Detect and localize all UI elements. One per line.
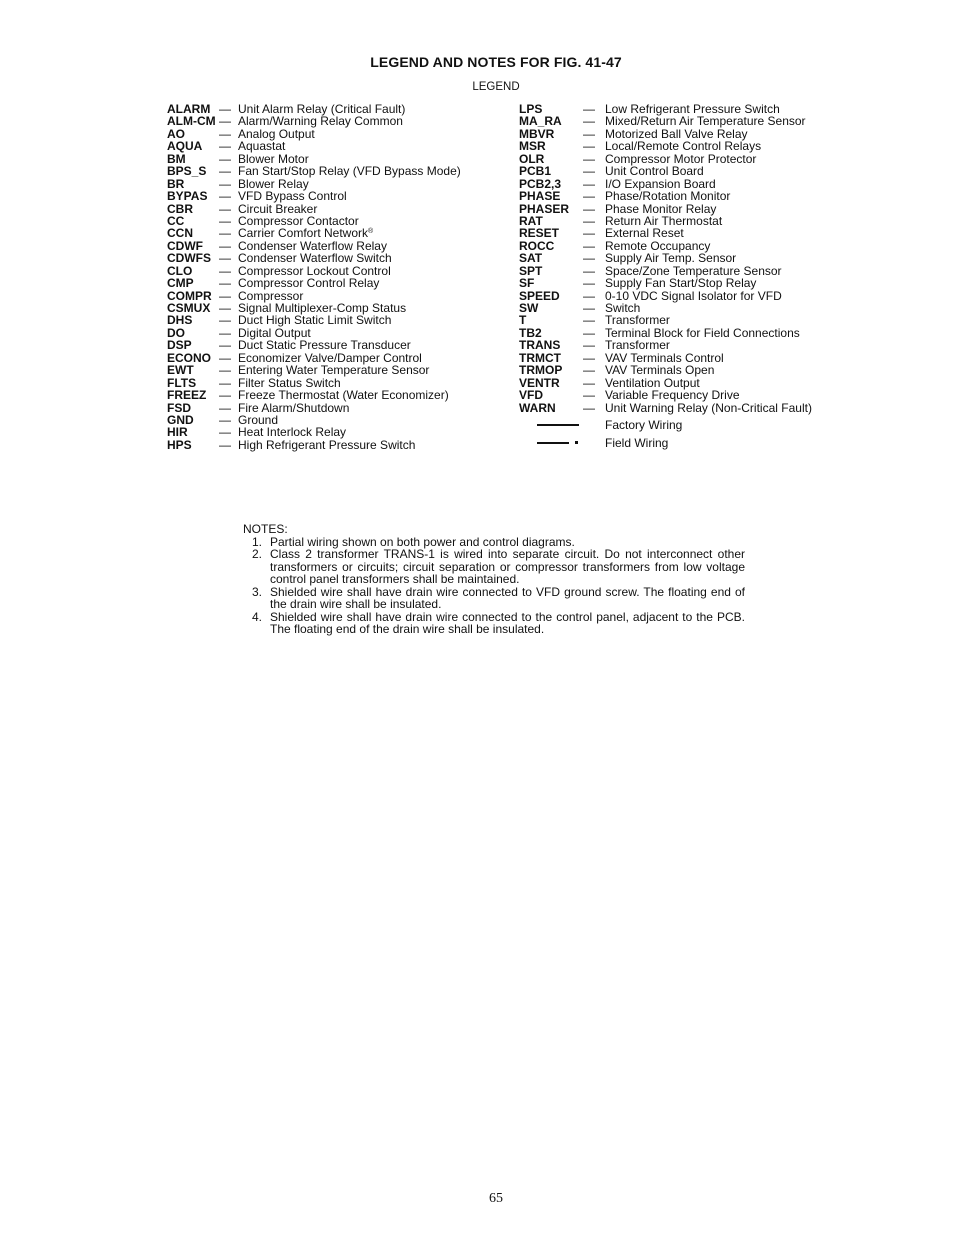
legend-abbr: FLTS: [167, 375, 197, 390]
legend-dash: —: [583, 114, 595, 129]
legend-abbr: FSD: [167, 400, 191, 415]
legend-dash: —: [219, 238, 231, 253]
legend-abbr: ALM-CM: [167, 114, 216, 129]
legend-dash: —: [219, 400, 231, 415]
field-wiring-label: Field Wiring: [605, 436, 669, 450]
legend-abbr: VENTR: [519, 375, 560, 390]
legend-desc: VAV Terminals Open: [605, 363, 715, 378]
legend-desc: High Refrigerant Pressure Switch: [238, 437, 416, 452]
legend-dash: —: [219, 213, 231, 228]
legend-desc: VFD Bypass Control: [238, 189, 347, 204]
legend-desc: Remote Occupancy: [605, 238, 711, 253]
notes-section: [243, 523, 745, 636]
legend-dash: —: [583, 139, 595, 154]
legend-abbr: HIR: [167, 425, 188, 440]
legend-abbr: CBR: [167, 201, 193, 216]
legend-desc: Circuit Breaker: [238, 201, 318, 216]
legend-abbr: SW: [519, 301, 539, 315]
legend-abbr: BYPAS: [167, 189, 208, 204]
legend-desc: I/O Expansion Board: [605, 176, 716, 191]
legend-dash: —: [219, 139, 231, 154]
legend-abbr: PHASE: [519, 189, 561, 204]
legend-abbr: MA_RA: [519, 114, 562, 129]
legend-desc: Motorized Ball Valve Relay: [605, 126, 748, 141]
legend-dash: —: [583, 251, 595, 266]
legend-abbr: CC: [167, 213, 185, 228]
legend-abbr: WARN: [519, 400, 556, 415]
legend-abbr: BM: [167, 151, 186, 166]
legend-desc: Unit Alarm Relay (Critical Fault): [238, 102, 406, 116]
legend-desc: Economizer Valve/Damper Control: [238, 350, 422, 365]
legend-dash: —: [219, 164, 231, 179]
legend-dash: —: [583, 213, 595, 228]
legend-abbr: VFD: [519, 388, 543, 403]
legend-abbr: EWT: [167, 363, 194, 378]
legend-dash: —: [583, 375, 595, 390]
legend-abbr: MSR: [519, 139, 546, 154]
legend-dash: —: [583, 313, 595, 328]
legend-dash: —: [583, 301, 595, 315]
field-wiring-end-icon: [575, 441, 578, 444]
note-number: 1.: [252, 534, 263, 549]
legend-desc: Transformer: [605, 338, 670, 353]
legend-abbr: ROCC: [519, 238, 555, 253]
legend-abbr: RESET: [519, 226, 560, 241]
notes-heading: NOTES:: [243, 522, 288, 536]
note-item: [243, 586, 745, 611]
legend-abbr: CLO: [167, 263, 193, 278]
note-text: Partial wiring shown on both power and control diagrams.: [270, 534, 575, 549]
legend-desc: Condenser Waterflow Relay: [238, 238, 387, 253]
legend-dash: —: [219, 375, 231, 390]
factory-wiring-line-icon: [537, 424, 579, 426]
legend-dash: —: [583, 400, 595, 415]
legend-desc: Phase Monitor Relay: [605, 201, 717, 216]
legend-dash: —: [219, 114, 231, 129]
note-number: 4.: [252, 609, 263, 624]
legend-abbr: T: [519, 313, 527, 328]
legend-abbr: LPS: [519, 102, 543, 116]
legend-desc: Fan Start/Stop Relay (VFD Bypass Mode): [238, 164, 461, 179]
legend-dash: —: [583, 189, 595, 204]
note-text: Shielded wire shall have drain wire connected to the control panel, adjacent to the PCB. The floating end of the drain wire shall be insulated.: [270, 609, 745, 636]
legend-abbr: MBVR: [519, 126, 555, 141]
legend-heading: LEGEND: [472, 81, 520, 93]
legend-desc: External Reset: [605, 226, 684, 241]
legend-desc: Aquastat: [238, 139, 286, 154]
note-item: [243, 548, 745, 586]
legend-abbr: RAT: [519, 213, 543, 228]
legend-desc: Compressor Control Relay: [238, 276, 380, 291]
legend-abbr: BR: [167, 176, 185, 191]
legend-desc: Return Air Thermostat: [605, 213, 723, 228]
legend-abbr: AQUA: [167, 139, 203, 154]
legend-dash: —: [583, 363, 595, 378]
legend-desc-text: Carrier Comfort Network: [238, 226, 369, 241]
legend-dash: —: [219, 226, 231, 241]
note-text: Shielded wire shall have drain wire connected to VFD ground screw. The floating end of the drain wire shall be insulated.: [270, 584, 745, 611]
legend-desc: Mixed/Return Air Temperature Sensor: [605, 114, 806, 129]
legend-desc: Entering Water Temperature Sensor: [238, 363, 430, 378]
legend-abbr: COMPR: [167, 288, 212, 303]
legend-abbr: SAT: [519, 251, 543, 266]
factory-wiring-label: Factory Wiring: [605, 418, 683, 432]
legend-dash: —: [583, 288, 595, 303]
legend-dash: —: [219, 276, 231, 291]
legend-desc: Transformer: [605, 313, 670, 328]
note-text: Class 2 transformer TRANS-1 is wired into separate circuit. Do not interconnect other transformers or circuits; circuit separation or compressor transformers from low voltage control panel transformers shall be maintained.: [270, 547, 745, 586]
legend-dash: —: [219, 201, 231, 216]
legend-abbr: TRMOP: [519, 363, 563, 378]
legend-abbr: CMP: [167, 276, 194, 291]
legend-dash: —: [219, 176, 231, 191]
legend-abbr: ECONO: [167, 350, 212, 365]
legend-dash: —: [583, 238, 595, 253]
legend-abbr: PCB2,3: [519, 176, 562, 191]
legend-desc: Heat Interlock Relay: [238, 425, 347, 440]
legend-abbr: TRANS: [519, 338, 561, 353]
legend-desc: Supply Air Temp. Sensor: [605, 251, 737, 266]
legend-abbr: CDWF: [167, 238, 203, 253]
legend-dash: —: [219, 288, 231, 303]
legend-desc: Blower Relay: [238, 176, 309, 191]
legend-dash: —: [219, 102, 231, 116]
legend-desc: Ground: [238, 412, 279, 427]
legend-dash: —: [219, 189, 231, 204]
legend-desc: Variable Frequency Drive: [605, 388, 740, 403]
registered-mark: ®: [368, 228, 374, 236]
note-number: 2.: [252, 547, 263, 561]
legend-abbr: CCN: [167, 226, 193, 241]
legend-abbr: CSMUX: [167, 301, 211, 315]
legend-desc: Digital Output: [238, 325, 311, 340]
legend-desc: Freeze Thermostat (Water Economizer): [238, 388, 449, 403]
legend-dash: —: [583, 164, 595, 179]
legend-desc: Compressor Motor Protector: [605, 151, 757, 166]
legend-dash: —: [219, 325, 231, 340]
legend-desc: Compressor: [238, 288, 304, 303]
legend-dash: —: [219, 363, 231, 378]
legend-abbr: PCB1: [519, 164, 552, 179]
legend-desc: Duct Static Pressure Transducer: [238, 338, 411, 353]
legend-abbr: BPS_S: [167, 164, 207, 179]
legend-dash: —: [583, 263, 595, 278]
legend-dash: —: [219, 412, 231, 427]
legend-dash: —: [583, 102, 595, 116]
legend-abbr: OLR: [519, 151, 545, 166]
legend-dash: —: [219, 251, 231, 266]
legend-dash: —: [219, 437, 231, 452]
legend-desc: Unit Control Board: [605, 164, 704, 179]
legend-dash: —: [583, 338, 595, 353]
legend-desc: Alarm/Warning Relay Common: [238, 114, 403, 129]
legend-dash: —: [583, 350, 595, 365]
legend-dash: —: [219, 126, 231, 141]
legend-abbr: AO: [167, 126, 185, 141]
legend-desc: Space/Zone Temperature Sensor: [605, 263, 782, 278]
legend-desc: 0-10 VDC Signal Isolator for VFD: [605, 288, 782, 303]
legend-dash: —: [583, 388, 595, 403]
legend-desc: Blower Motor: [238, 151, 309, 166]
legend-dash: —: [219, 425, 231, 440]
page-title: LEGEND AND NOTES FOR FIG. 41-47: [370, 54, 622, 70]
legend-dash: —: [219, 313, 231, 328]
legend-dash: —: [219, 350, 231, 365]
legend-desc: [238, 227, 373, 239]
legend-abbr: DSP: [167, 338, 192, 353]
legend-dash: —: [583, 325, 595, 340]
legend-abbr: SPT: [519, 263, 543, 278]
legend-abbr: SF: [519, 276, 535, 291]
legend-desc: Supply Fan Start/Stop Relay: [605, 276, 757, 291]
legend-dash: —: [219, 338, 231, 353]
legend-desc: Condenser Waterflow Switch: [238, 251, 392, 266]
legend-desc: Low Refrigerant Pressure Switch: [605, 102, 780, 116]
legend-desc: Unit Warning Relay (Non-Critical Fault): [605, 400, 812, 415]
legend-dash: —: [583, 176, 595, 191]
legend-dash: —: [219, 151, 231, 166]
legend-desc: Fire Alarm/Shutdown: [238, 400, 350, 415]
legend-abbr: DHS: [167, 313, 193, 328]
legend-abbr: TB2: [519, 325, 542, 340]
legend-desc: Signal Multiplexer-Comp Status: [238, 301, 407, 315]
note-item: [243, 611, 745, 636]
legend-dash: —: [583, 126, 595, 141]
legend-abbr: TRMCT: [519, 350, 561, 365]
page-number: 65: [489, 1191, 503, 1206]
legend-abbr: CDWFS: [167, 251, 211, 266]
legend-dash: —: [583, 276, 595, 291]
legend-desc: Local/Remote Control Relays: [605, 139, 762, 154]
legend-dash: —: [583, 151, 595, 166]
legend-desc: Switch: [605, 301, 641, 315]
legend-dash: —: [219, 301, 231, 315]
legend-desc: Analog Output: [238, 126, 315, 141]
legend-dash: —: [219, 388, 231, 403]
legend-dash: —: [583, 226, 595, 241]
legend-abbr: PHASER: [519, 201, 570, 216]
legend-abbr: SPEED: [519, 288, 560, 303]
field-wiring-line-icon: [537, 442, 569, 444]
legend-desc: Terminal Block for Field Connections: [605, 325, 800, 340]
legend-abbr: DO: [167, 325, 185, 340]
legend-dash: —: [583, 201, 595, 216]
legend-dash: —: [219, 263, 231, 278]
legend-desc: Compressor Contactor: [238, 213, 359, 228]
legend-abbr: HPS: [167, 437, 192, 452]
legend-desc: VAV Terminals Control: [605, 350, 724, 365]
legend-desc: Duct High Static Limit Switch: [238, 313, 392, 328]
legend-desc: Phase/Rotation Monitor: [605, 189, 731, 204]
legend-abbr: ALARM: [167, 102, 211, 116]
note-number: 3.: [252, 584, 263, 599]
legend-desc: Ventilation Output: [605, 375, 700, 390]
legend-desc: Compressor Lockout Control: [238, 263, 391, 278]
legend-abbr: FREEZ: [167, 388, 207, 403]
legend-abbr: GND: [167, 412, 194, 427]
legend-desc: Filter Status Switch: [238, 375, 341, 390]
